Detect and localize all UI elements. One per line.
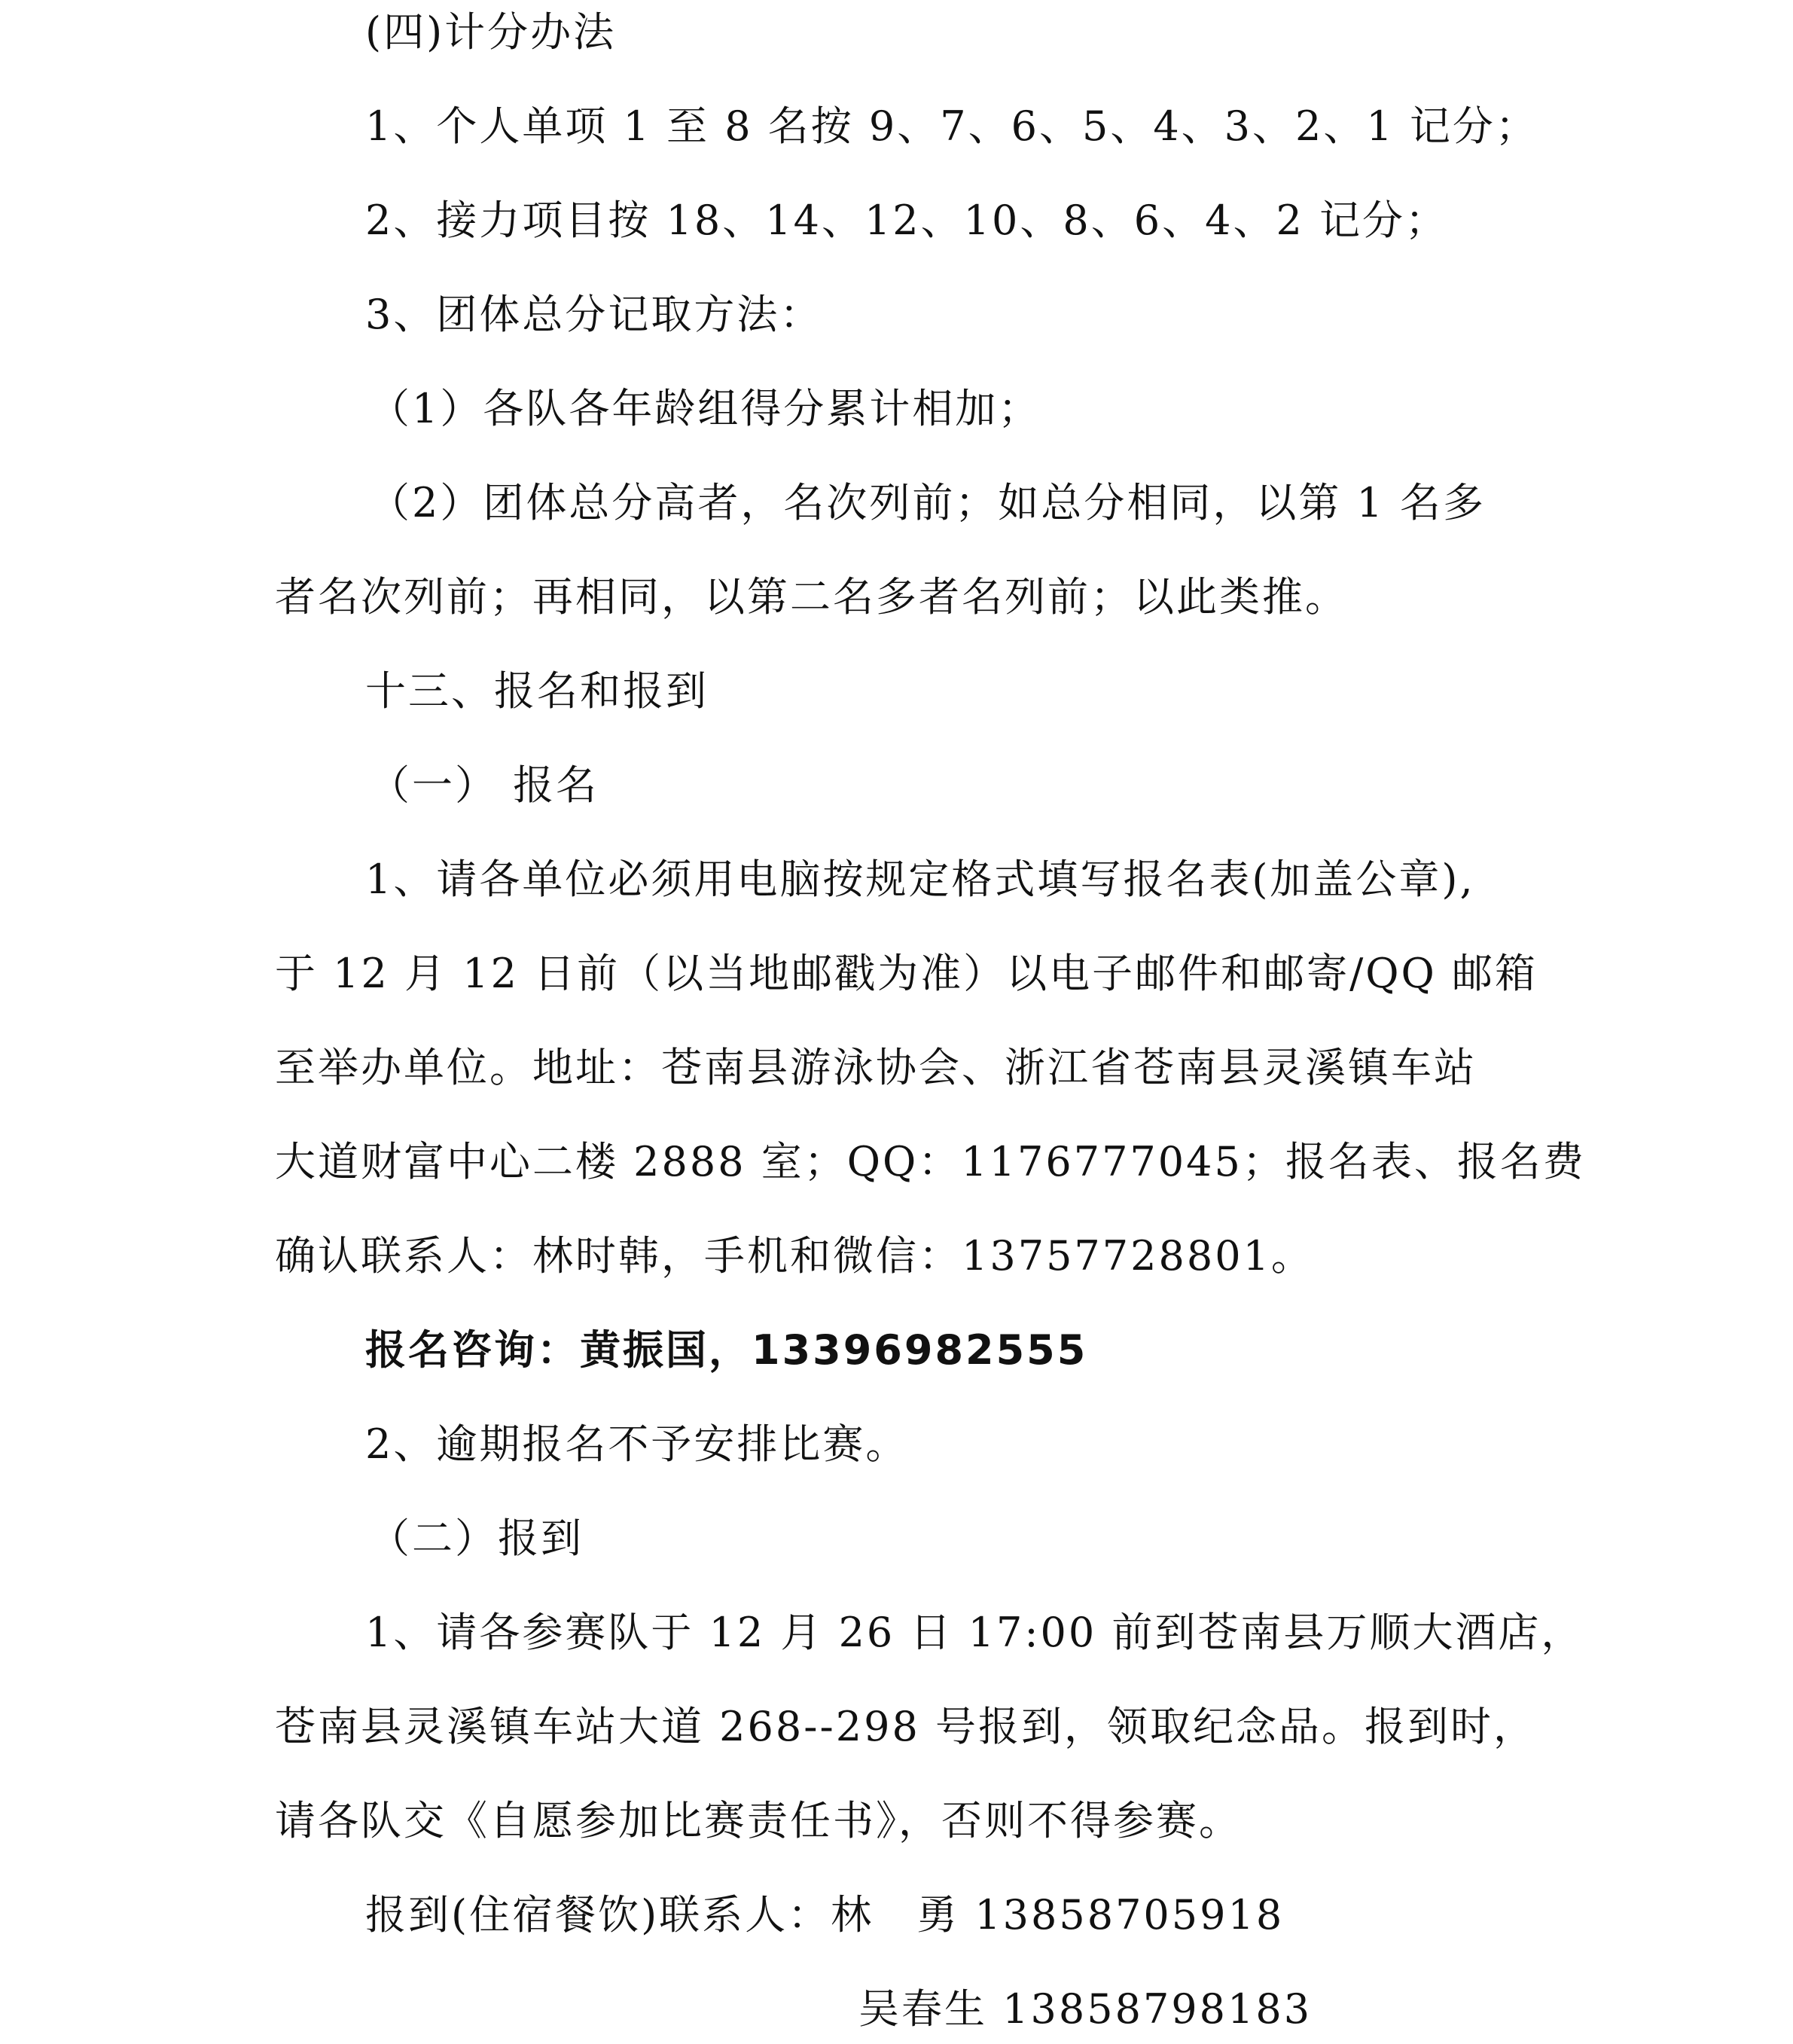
paragraph-line: 3、团体总分记取方法：	[365, 291, 823, 338]
paragraph-line: 者名次列前；再相同，以第二名多者名列前；以此类推。	[275, 573, 1348, 621]
paragraph-line: 确认联系人：林时韩，手机和微信：13757728801。	[275, 1232, 1314, 1280]
paragraph-line: 2、接力项目按 18、14、12、10、8、6、4、2 记分；	[365, 197, 1448, 244]
subsection-heading-signup: （一） 报名	[369, 761, 599, 809]
subsection-heading-checkin: （二）报到	[369, 1515, 584, 1562]
paragraph-line: （2）团体总分高者，名次列前；如总分相同，以第 1 名多	[369, 479, 1487, 526]
paragraph-line: 1、请各参赛队于 12 月 26 日 17:00 前到苍南县万顺大酒店，	[365, 1609, 1584, 1656]
section-heading-scoring: (四)计分办法	[365, 8, 617, 56]
paragraph-line: 请各队交《自愿参加比赛责任书》，否则不得参赛。	[275, 1797, 1242, 1844]
paragraph-line: 苍南县灵溪镇车站大道 268--298 号报到，领取纪念品。报到时，	[275, 1703, 1536, 1750]
paragraph-line: 大道财富中心二楼 2888 室；QQ：1176777045；报名表、报名费	[275, 1138, 1586, 1185]
consultation-contact: 报名咨询：黄振国，13396982555	[365, 1326, 1088, 1374]
section-heading-registration: 十三、报名和报到	[365, 667, 709, 715]
checkin-contact: 报到(住宿餐饮)联系人：林 勇 13858705918	[365, 1891, 1285, 1939]
paragraph-line: 至举办单位。地址：苍南县游泳协会、浙江省苍南县灵溪镇车站	[275, 1044, 1477, 1091]
checkin-contact-secondary: 吴春生 13858798183	[858, 1985, 1313, 2033]
paragraph-line: 2、逾期报名不予安排比赛。	[365, 1420, 909, 1468]
paragraph-line: 于 12 月 12 日前（以当地邮戳为准）以电子邮件和邮寄/QQ 邮箱	[275, 950, 1538, 997]
paragraph-line: 1、个人单项 1 至 8 名按 9、7、6、5、4、3、2、1 记分；	[365, 102, 1538, 150]
paragraph-line: 1、请各单位必须用电脑按规定格式填写报名表(加盖公章),	[365, 856, 1475, 903]
paragraph-line: （1）各队各年龄组得分累计相加；	[369, 385, 1041, 432]
